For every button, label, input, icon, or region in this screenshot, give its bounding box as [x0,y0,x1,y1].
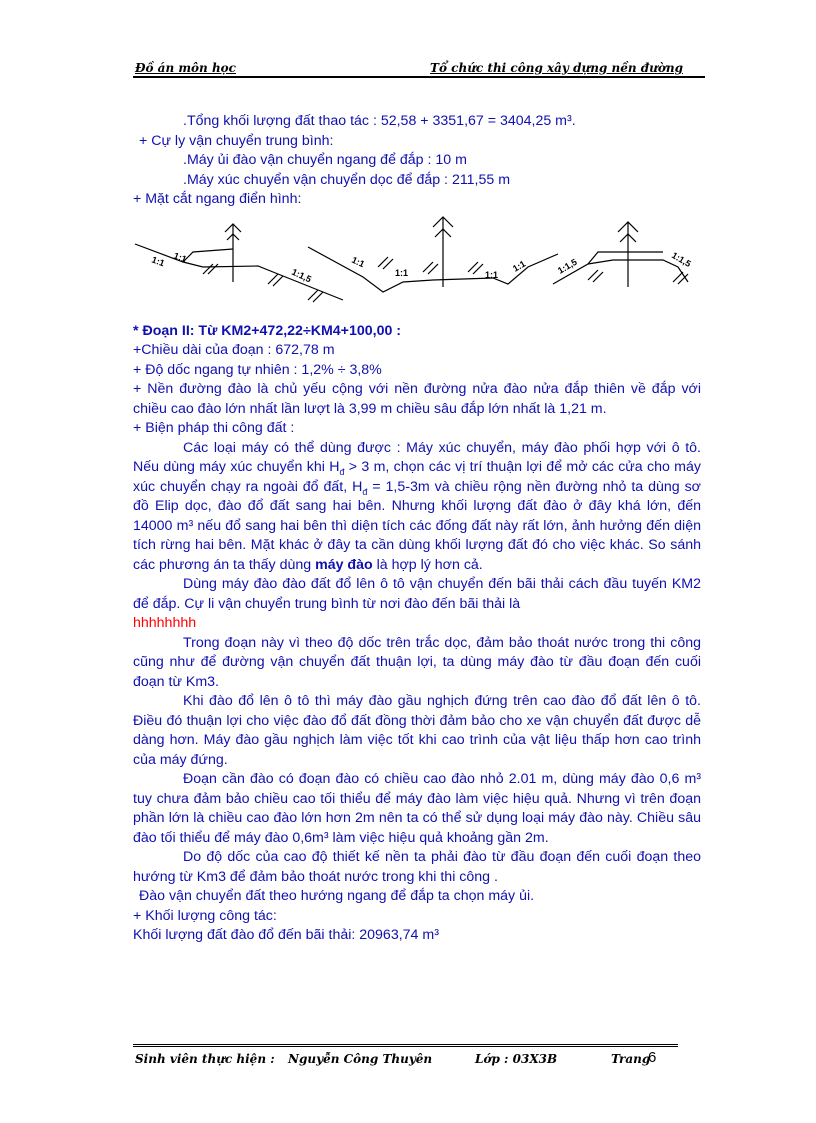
typical-section-heading: + Mặt cắt ngang điển hình: [133,191,302,207]
work-volume-heading: + Khối lượng công tác: [133,907,277,924]
slope-label: 1:1 [350,254,367,270]
p1-sub-2: đ [362,486,368,497]
paragraph-dump-site: Dùng máy đào đào đất đổ lên ô tô vận chuyển đến bãi thải cách đầu tuyến KM2 để đắp. Cự li vận chuyển trung bình từ nơi đào đến bãi thải là [133,576,701,612]
footer-student-name: Nguyễn Công Thuyên [288,1052,433,1066]
paragraph-excavator-depth: Đoạn cần đào có đoạn đào có chiều cao đào nhỏ 2.01 m, dùng máy đào 0,6 m³ tuy chưa đảm bảo chiều cao tối thiểu để máy đào làm việc hiệu quả. Nhưng vì trên đoạn phần lớn là chiều cao đào lớn hơn 2m nên ta có thể sử dụng loại máy đào này. Chiều sâu đào tối thiểu để máy đào 0,6m³ làm việc hiệu quả khoảng gần 2m. [133,771,701,846]
footer-class-label: Lớp : 03X3B [475,1052,558,1066]
p1-part-b: > 3 m, chọn các vị trí thuận lợi để mở các cửa cho máy xúc chuyển chạy ra ngoài đổ đất, H [133,459,701,495]
header-course-title: Đồ án môn học [135,61,236,75]
p1-part-a: Các loại máy có thể dùng được : Máy xúc chuyển, máy đào phối hợp với ô tô. Nếu dùng máy xúc chuyển khi H [133,439,701,475]
page-header [133,58,705,77]
footer-page-number: 6 [648,1049,657,1066]
p1-part-d: là hợp lý hơn cả. [372,556,483,573]
slope-label: 1:1,5 [290,266,313,285]
slope-label: 1:1,5 [670,250,693,269]
header-topic-title: Tổ chức thi công xây dựng nền đường [430,61,683,75]
roadbed-description: + Nền đường đào là chủ yếu cộng với nền đường nửa đào nửa đắp thiên về đắp với chiều cao đào lớn nhất lần lượt là 3,99 m chiều sâu đắp lớn nhất là 1,21 m. [133,381,701,417]
total-volume-line: .Tổng khối lượng đất thao tác : 52,58 + 3351,67 = 3404,25 m³. [183,113,576,129]
paragraph-drainage: Trong đoạn này vì theo độ dốc trên trắc dọc, đảm bảo thoát nước trong thi công cũng như để đường vận chuyển đất thuận lợi, ta dùng máy đào từ đầu đoạn đến cuối đoạn từ Km3. [133,634,701,690]
footer-rule [133,1044,678,1045]
segment-length-line: +Chiều dài của đoạn : 672,78 m [133,342,335,358]
placeholder-text: hhhhhhhh [133,615,197,631]
cross-section-2 [308,217,558,292]
page-footer [133,1046,678,1069]
paragraph-slope-direction: Do độ dốc của cao độ thiết kế nền ta phải đào từ đầu đoạn đến cuối đoạn theo hướng từ Km3 để đảm bảo thoát nước trong khi thi công . [133,849,701,885]
scraper-distance-line: .Máy xúc chuyển vận chuyển dọc để đắp : 211,55 m [183,171,511,188]
paragraph-backhoe: Khi đào đổ lên ô tô thì máy đào gầu nghịch đứng trên cao đào đổ đất lên ô tô. Điều đó thuận lợi cho việc đào đổ đất đồng thời đảm bảo cho xe vận chuyển đất được dễ dàng hơn. Máy đào gầu nghịch làm việc tốt khi cao trình của vật liệu thấp hơn cao trình của máy đứng. [133,693,701,768]
cross-section-1 [135,224,343,302]
slope-label: 1:1 [395,268,409,278]
haul-distance-heading: + Cự ly vận chuyển trung bình: [139,132,334,149]
construction-method-heading: + Biện pháp thi công đất : [133,420,295,436]
slope-label: 1:1 [150,254,166,269]
waste-volume-line: Khối lượng đất đào đổ đến bãi thải: 20963,74 m³ [133,927,439,943]
slope-label: 1:1 [485,270,499,280]
slope-label: 1:1 [511,258,528,274]
header-rule [133,77,705,78]
p1-bold-excavator: máy đào [315,556,373,573]
section-heading: * Đoạn II: Từ KM2+472,22÷KM4+100,00 : [133,322,402,339]
slope-label: 1:1,5 [556,256,579,276]
p1-sub-1: đ [339,466,345,477]
cross-section-3 [553,222,688,287]
cross-sections-drawing [133,212,701,317]
footer-student-label: Sinh viên thực hiện : [135,1052,275,1066]
footer-page-label: Trang [611,1052,651,1066]
bulldozer-choice-line: Đào vận chuyển đất theo hướng ngang để đắp ta chọn máy ủi. [139,888,535,904]
typical-cross-sections-figure [133,212,701,317]
slope-label: 1:1 [172,250,188,265]
p1-part-c: = 1,5-3m và chiều rộng nền đường nhỏ ta dùng sơ đồ Elip dọc, đào đổ đất sang hai bên. Nhưng khối lượng đất đào ở đây khá lớn, đến 14000 m³ nếu đổ sang hai bên thì diện tích các đống đất này rất lớn, ảnh hưởng đến diện tích rừng hai bên. Mặt khác ở đây ta cần dùng khối lượng đất đó cho việc khác. So sánh các phương án ta thấy dùng [133,478,701,573]
cross-slope-line: + Độ dốc ngang tự nhiên : 1,2% ÷ 3,8% [133,361,382,378]
bulldozer-distance-line: .Máy ủi đào vận chuyển ngang để đắp : 10 m [183,152,467,168]
paragraph-machines [133,439,701,576]
